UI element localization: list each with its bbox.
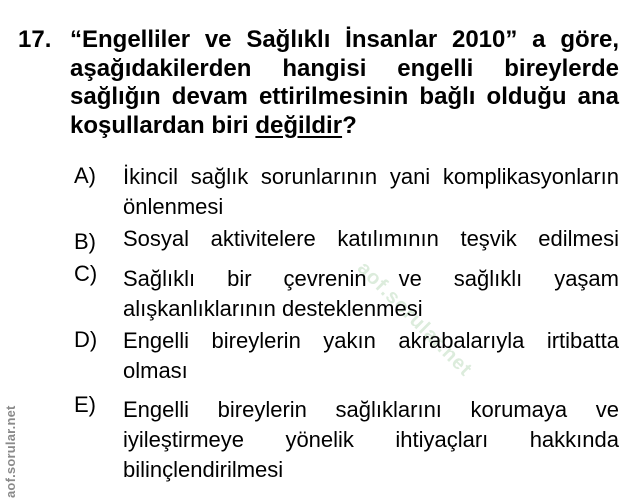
option-text: Engelli bireylerin sağlıklarını korumaya ve iyileştirmeye yönelik ihtiyaçları hakkında bilinçlendirilmesi — [123, 397, 619, 482]
question-number: 17. — [18, 26, 52, 53]
negation-word: değildir — [255, 111, 343, 139]
option-letter: E) — [74, 392, 96, 417]
option-text: Sosyal aktivitelere katılımının teşvik edilmesi — [123, 226, 619, 251]
option-text: İkincil sağlık sorunlarının yani komplikasyonların önlenmesi — [123, 164, 619, 219]
option-letter: C) — [74, 261, 98, 286]
diagonal-watermark: aof.sorular.net — [352, 257, 477, 381]
option-text: Sağlıklı bir çevrenin ve sağlıklı yaşam alışkanlıklarının desteklenmesi — [123, 266, 619, 321]
question-mark: ? — [342, 111, 357, 139]
side-watermark: aof.sorular.net — [3, 405, 18, 498]
option-letter: B) — [74, 229, 96, 254]
option-letter: D) — [74, 327, 98, 352]
option-text: Engelli bireylerin yakın akrabalarıyla irtibatta olması — [123, 328, 619, 383]
question-stem: “Engelliler ve Sağlıklı İnsanlar 2010” a göre, aşağıdakilerden hangisi engelli bireylerde sağlığın devam ettirilmesinin bağlı olduğu ana koşullardan biri — [70, 26, 619, 139]
option-letter: A) — [74, 163, 96, 188]
question-text — [70, 26, 619, 140]
